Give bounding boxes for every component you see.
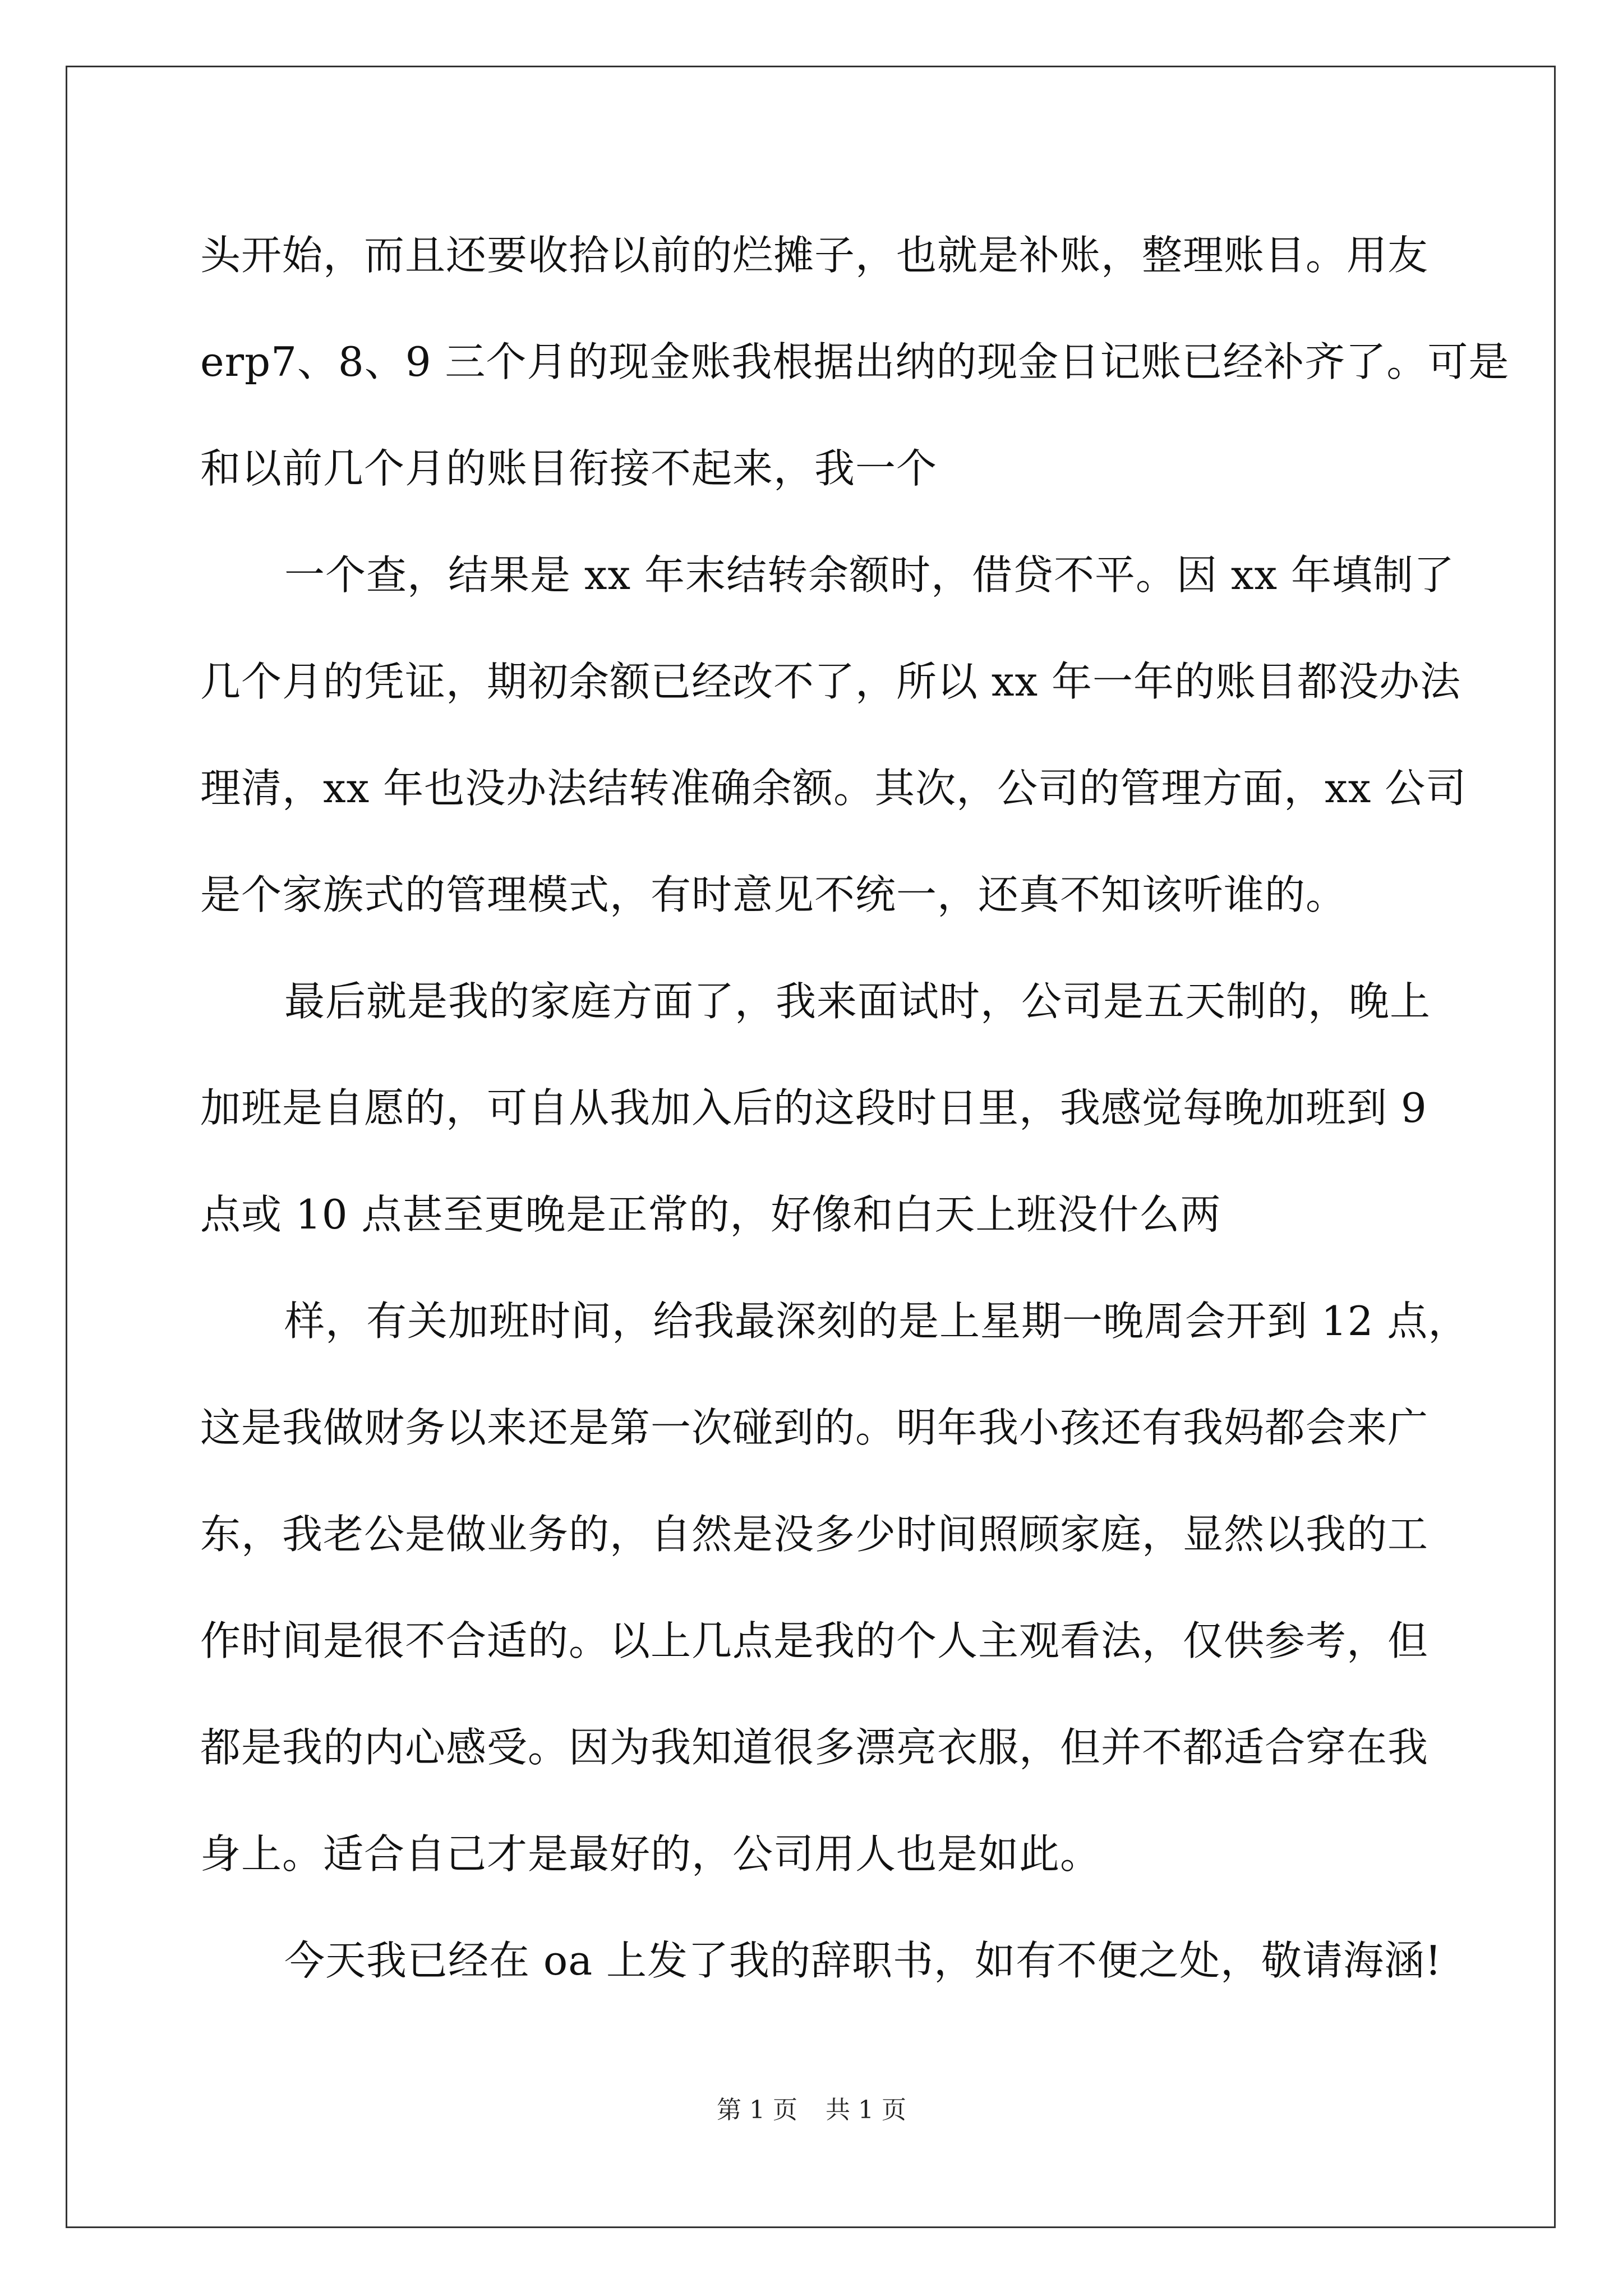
text-line-10: 点或 10 点甚至更晚是正常的，好像和白天上班没什么两 xyxy=(200,1191,1221,1238)
text-line-13: 东，我老公是做业务的，自然是没多少时间照顾家庭，显然以我的工 xyxy=(200,1511,1429,1558)
page-footer xyxy=(0,2093,1623,2127)
text-line-8: 最后就是我的家庭方面了，我来面试时，公司是五天制的，晚上 xyxy=(284,978,1431,1025)
text-line-1: 头开始，而且还要收拾以前的烂摊子，也就是补账，整理账目。用友 xyxy=(200,232,1429,279)
text-line-12: 这是我做财务以来还是第一次碰到的。明年我小孩还有我妈都会来广 xyxy=(200,1404,1429,1451)
text-line-11: 样，有关加班时间，给我最深刻的是上星期一晚周会开到 12 点， xyxy=(284,1297,1469,1345)
text-line-5: 几个月的凭证，期初余额已经改不了，所以 xx 年一年的账目都没办法 xyxy=(200,658,1461,705)
document-body xyxy=(200,202,1510,2014)
text-line-15: 都是我的内心感受。因为我知道很多漂亮衣服，但并不都适合穿在我 xyxy=(200,1724,1429,1771)
text-line-4: 一个查，结果是 xx 年末结转余额时，借贷不平。因 xx 年填制了 xyxy=(284,551,1455,599)
text-line-3: 和以前几个月的账目衔接不起来，我一个 xyxy=(200,445,938,492)
text-line-17: 今天我已经在 oa 上发了我的辞职书，如有不便之处，敬请海涵! xyxy=(284,1937,1442,1984)
total-pages: 共 1 页 xyxy=(826,2096,906,2124)
text-line-14: 作时间是很不合适的。以上几点是我的个人主观看法，仅供参考，但 xyxy=(200,1617,1429,1664)
text-line-7: 是个家族式的管理模式，有时意见不统一，还真不知该听谁的。 xyxy=(200,871,1347,918)
text-line-6: 理清，xx 年也没办法结转准确余额。其次，公司的管理方面，xx 公司 xyxy=(200,765,1467,812)
text-line-16: 身上。适合自己才是最好的，公司用人也是如此。 xyxy=(200,1830,1101,1878)
text-line-9: 加班是自愿的，可自从我加入后的这段时日里，我感觉每晚加班到 9 xyxy=(200,1084,1427,1131)
text-line-2: erp7、8、9 三个月的现金账我根据出纳的现金日记账已经补齐了。可是 xyxy=(200,338,1510,385)
page-number: 第 1 页 xyxy=(717,2096,797,2124)
